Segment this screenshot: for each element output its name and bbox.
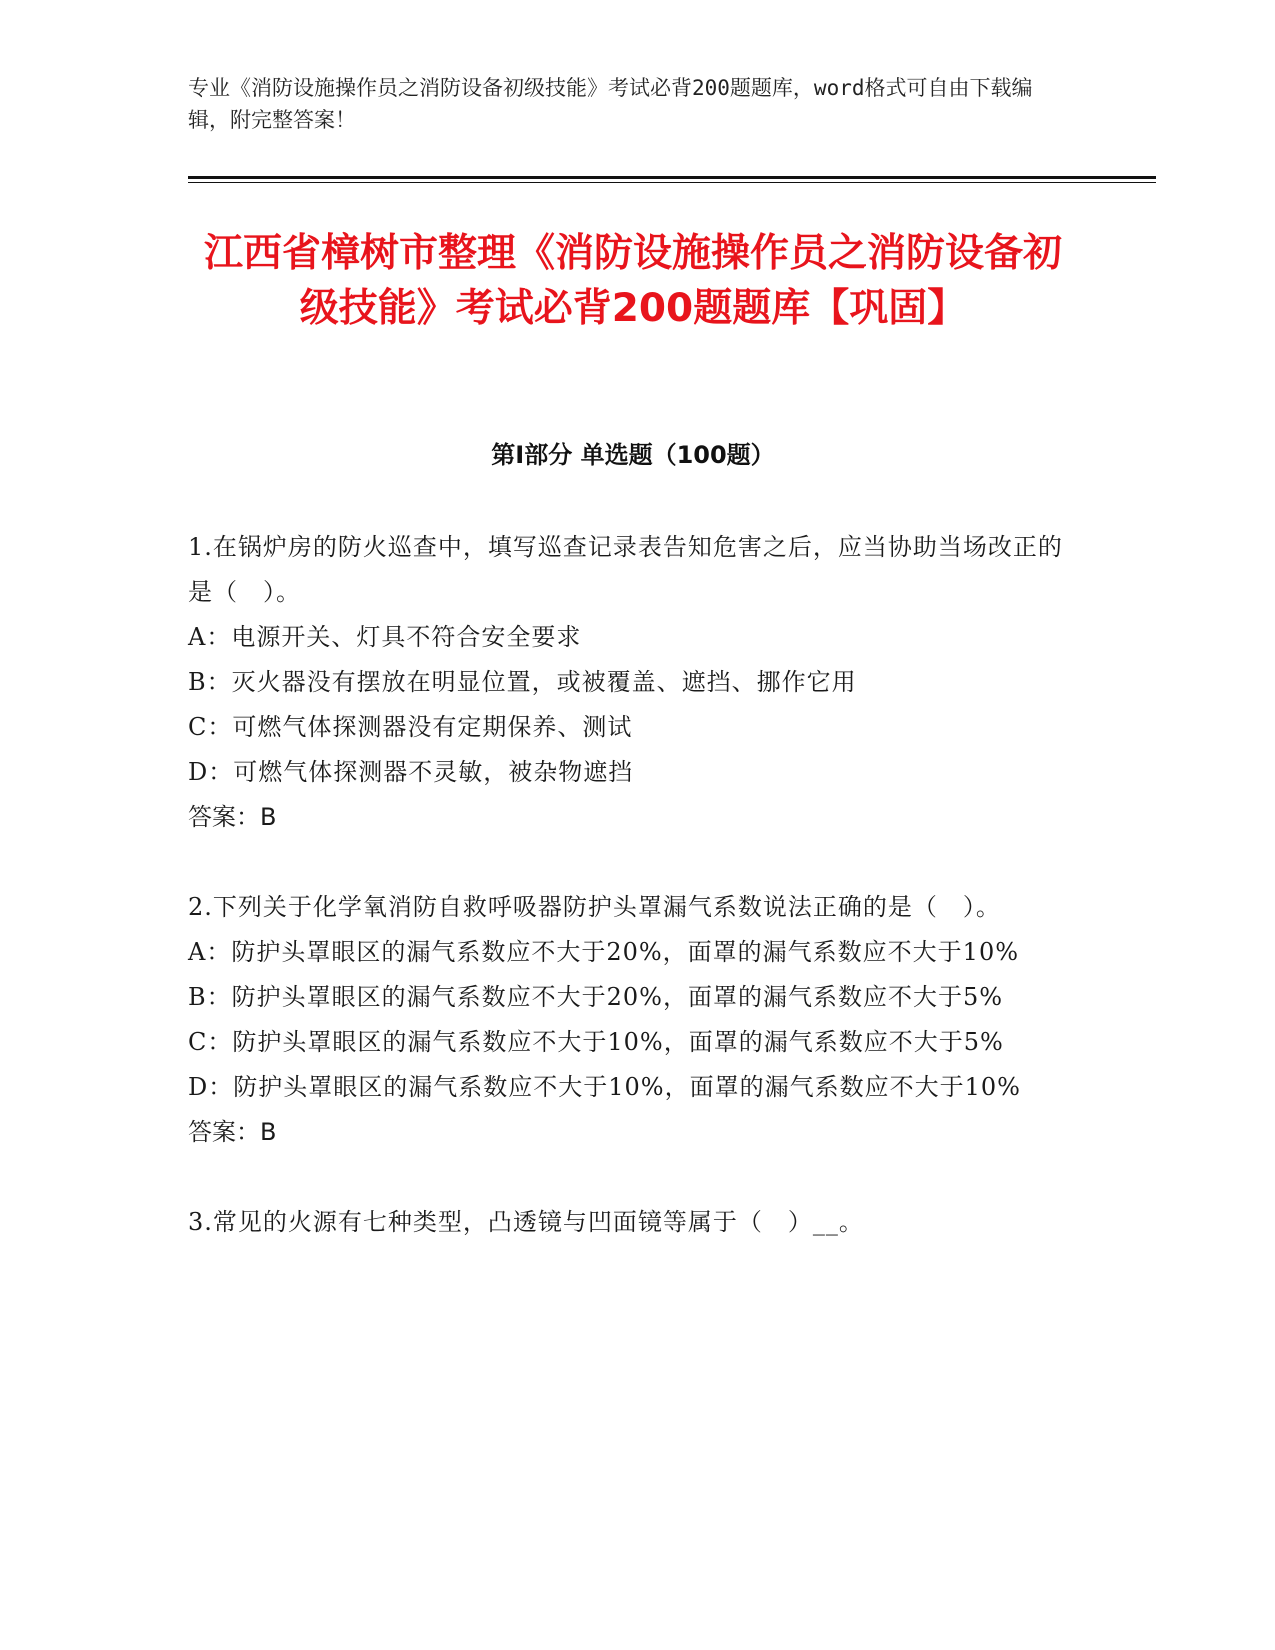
option-c: C：防护头罩眼区的漏气系数应不大于10%，面罩的漏气系数应不大于5% <box>188 1028 1004 1056</box>
header-note: 专业《消防设施操作员之消防设备初级技能》考试必背200题题库，word格式可自由下载编辑，附完整答案！ <box>188 76 1033 132</box>
answer-line: 答案：B <box>188 803 277 831</box>
question-stem: 2.下列关于化学氧消防自救呼吸器防护头罩漏气系数说法正确的是（ ）。 <box>188 893 1001 921</box>
document-title: 江西省樟树市整理《消防设施操作员之消防设备初级技能》考试必背200题题库【巩固】 <box>203 231 1062 331</box>
section-title: 第I部分 单选题（100题） <box>491 441 775 469</box>
header-divider-thick <box>188 176 1156 179</box>
question-item <box>188 525 1068 840</box>
answer-line: 答案：B <box>188 1118 277 1146</box>
header-divider-thin <box>188 182 1156 183</box>
question-item <box>188 885 1068 1155</box>
question-stem: 3.常见的火源有七种类型，凸透镜与凹面镜等属于（ ）__。 <box>188 1208 864 1236</box>
option-a: A：防护头罩眼区的漏气系数应不大于20%，面罩的漏气系数应不大于10% <box>188 938 1020 966</box>
question-list <box>188 525 1068 1290</box>
question-stem: 1.在锅炉房的防火巡查中，填写巡查记录表告知危害之后，应当协助当场改正的是（ ）。 <box>188 533 1063 606</box>
option-a: A：电源开关、灯具不符合安全要求 <box>188 623 582 651</box>
option-b: B：灭火器没有摆放在明显位置，或被覆盖、遮挡、挪作它用 <box>188 668 857 696</box>
option-d: D：可燃气体探测器不灵敏，被杂物遮挡 <box>188 758 634 786</box>
option-d: D：防护头罩眼区的漏气系数应不大于10%，面罩的漏气系数应不大于10% <box>188 1073 1021 1101</box>
option-b: B：防护头罩眼区的漏气系数应不大于20%，面罩的漏气系数应不大于5% <box>188 983 1004 1011</box>
option-c: C：可燃气体探测器没有定期保养、测试 <box>188 713 633 741</box>
question-item <box>188 1200 1068 1245</box>
